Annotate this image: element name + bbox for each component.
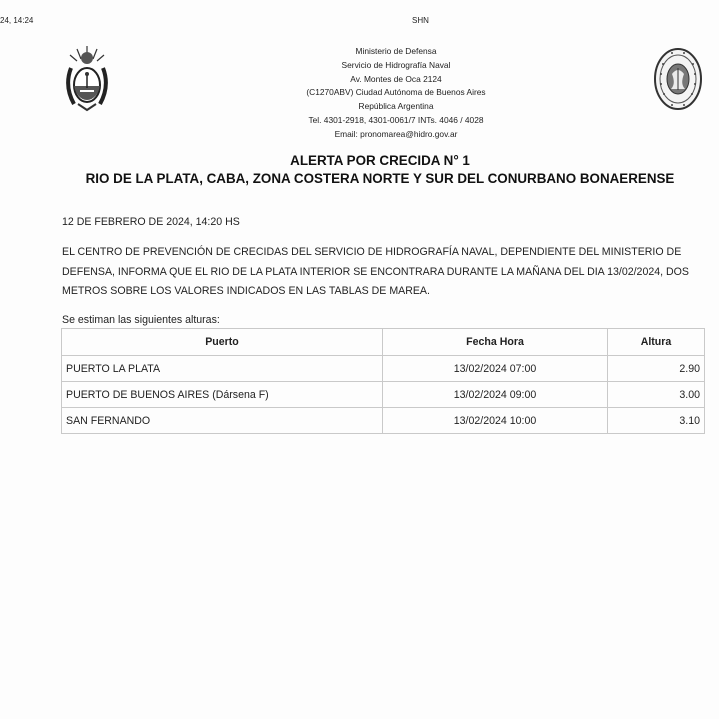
table-header-row: [62, 329, 705, 356]
table-row: [62, 382, 705, 408]
column-header-altura: Altura: [608, 329, 705, 356]
letterhead: [250, 45, 542, 142]
cell-puerto: SAN FERNANDO: [62, 408, 383, 434]
cell-puerto: PUERTO DE BUENOS AIRES (Dársena F): [62, 382, 383, 408]
table-row: [62, 356, 705, 382]
letterhead-city: (C1270ABV) Ciudad Autónoma de Buenos Aires: [306, 87, 486, 98]
cell-fecha-hora: 13/02/2024 09:00: [383, 382, 608, 408]
heights-table: [61, 328, 705, 434]
letterhead-service: Servicio de Hidrografía Naval: [341, 59, 451, 70]
argentina-coat-of-arms-icon: [62, 44, 112, 114]
alert-region: RIO DE LA PLATA, CABA, ZONA COSTERA NORTE Y SUR DEL CONURBANO BONAERENSE: [85, 171, 675, 186]
print-source: SHN: [412, 16, 429, 25]
cell-fecha-hora: 13/02/2024 07:00: [383, 356, 608, 382]
table-intro: Se estiman las siguientes alturas:: [62, 314, 220, 326]
letterhead-address: Av. Montes de Oca 2124: [350, 73, 442, 84]
cell-altura: 3.10: [608, 408, 705, 434]
cell-fecha-hora: 13/02/2024 10:00: [383, 408, 608, 434]
table-row: [62, 408, 705, 434]
hydrography-service-seal-icon: [652, 44, 704, 114]
cell-altura: 2.90: [608, 356, 705, 382]
column-header-puerto: Puerto: [62, 329, 383, 356]
issued-datetime: 12 DE FEBRERO DE 2024, 14:20 HS: [62, 216, 240, 228]
alert-number: ALERTA POR CRECIDA N° 1: [290, 153, 470, 168]
alert-body: EL CENTRO DE PREVENCIÓN DE CRECIDAS DEL SERVICIO DE HIDROGRAFÍA NAVAL, DEPENDIENTE DEL MINISTERIO DE DEFENSA, INFORMA QUE EL RIO DE LA PLATA INTERIOR SE ENCONTRARA DURANTE LA MAÑANA DEL DIA 13/02/2024, DOS METROS SOBRE LOS VALORES INDICADOS EN LAS TABLAS DE MAREA.: [62, 246, 689, 297]
letterhead-phone: Tel. 4301-2918, 4301-0061/7 INTs. 4046 / 4028: [308, 114, 484, 125]
print-timestamp: 24, 14:24: [0, 16, 34, 25]
cell-puerto: PUERTO LA PLATA: [62, 356, 383, 382]
letterhead-country: República Argentina: [358, 101, 434, 112]
cell-altura: 3.00: [608, 382, 705, 408]
column-header-fecha-hora: Fecha Hora: [383, 329, 608, 356]
letterhead-ministry: Ministerio de Defensa: [355, 46, 437, 56]
letterhead-email: Email: pronomarea@hidro.gov.ar: [334, 128, 458, 139]
alert-title: [0, 152, 719, 188]
